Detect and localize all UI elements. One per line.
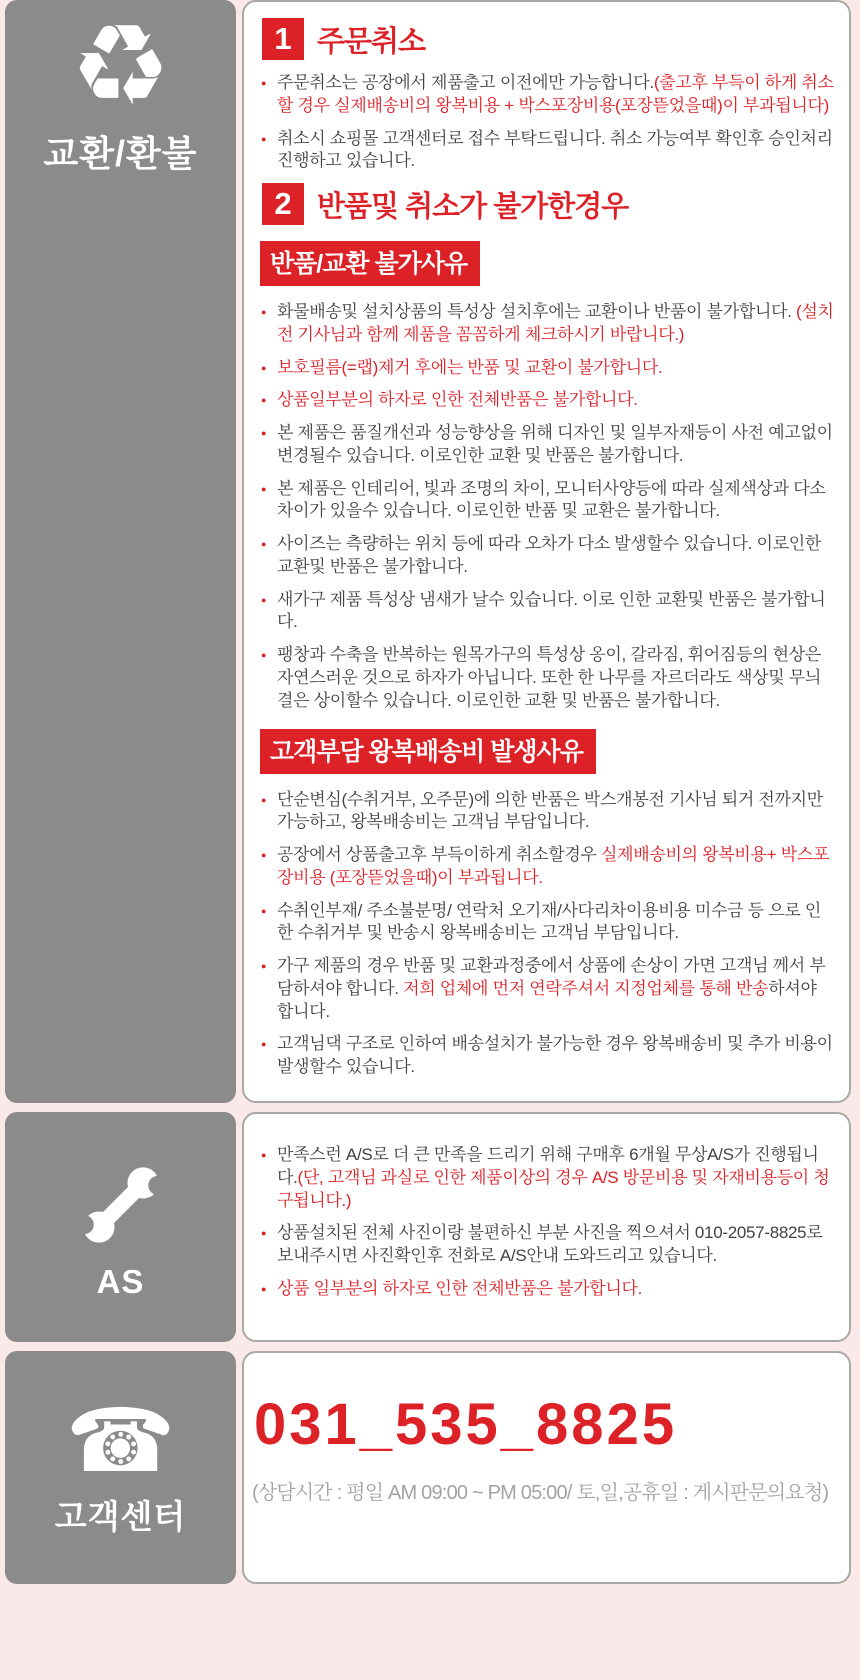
bullet-text-segment: 화물배송및 설치상품의 특성상 설치후에는 교환이나 반품이 불가합니다. (277, 302, 797, 322)
heading-number-badge: 2 (262, 183, 304, 225)
bullet-text-segment: 사이즈는 측량하는 위치 등에 따라 오차가 다소 발생할수 있습니다. 이로인한 교환및 반품은 불가합니다. (277, 534, 822, 576)
bullet-item (260, 844, 837, 890)
bullet-item (260, 357, 837, 380)
customer-center-side-panel (5, 1351, 236, 1584)
bullet-text-segment: 수취인부재/ 주소불분명/ 연락처 오기재/사다리차이용비용 미수금 등 으로 인한 수취거부 및 반송시 왕복배송비는 고객님 부담입니다. (277, 900, 822, 943)
bullet-text-segment: 상품설치된 전체 사진이랑 불편하신 부분 사진을 찍으셔서 010-2057-8825로 보내주시면 사진확인후 전화로 A/S안내 도와드리고 있습니다. (277, 1223, 823, 1266)
bullet-text-segment: 상품일부분의 하자로 인한 전체반품은 불가합니다. (277, 390, 638, 410)
bullet-text-segment: 가구 제품의 경우 반품 및 교환과정중에서 상품에 손상이 가면 고객님 께서 부담하셔야 합니다. (277, 956, 826, 998)
bullet-item (260, 589, 837, 635)
exchange-refund-content-panel (242, 0, 851, 1103)
subsection-label-bar: 반품/교환 불가사유 (260, 241, 480, 286)
bullet-item (260, 900, 837, 946)
customer-center-phone-number: 031_535_8825 (254, 1392, 678, 1457)
section-heading (262, 18, 837, 60)
bullet-text-segment: 팽창과 수축을 반복하는 원목가구의 특성상 옹이, 갈라짐, 휘어짐등의 현상은 자연스러운 것으로 하자가 아닙니다. 또한 한 나무를 자르더라도 색상및 무늬결은 상이할수 있습니다. 이로인한 교환 및 반품은 불가합니다. (277, 645, 822, 710)
bullet-item (260, 789, 837, 835)
as-section (5, 1112, 851, 1342)
wrench-icon (69, 1153, 173, 1257)
bullet-item (260, 1033, 837, 1079)
as-label: AS (96, 1263, 145, 1300)
bullet-text-segment: (단, 고객님 과실로 인한 제품이상의 경우 A/S 방문비용 및 자재비용등이 청구됩니다.) (277, 1167, 830, 1210)
bullet-text-segment: (설치전 기사님과 함께 제품을 꼼꼼하게 체크하시기 바랍니다.) (277, 302, 834, 344)
exchange-refund-side-panel (5, 0, 236, 1103)
exchange-refund-section (5, 0, 851, 1103)
bullet-item (260, 533, 837, 579)
bullet-text-segment: 고객님댁 구조로 인하여 배송설치가 불가능한 경우 왕복배송비 및 추가 비용이 발생할수 있습니다. (277, 1034, 833, 1077)
as-side-panel (5, 1112, 236, 1342)
bullet-text-segment: 새가구 제품 특성상 냄새가 날수 있습니다. 이로 인한 교환및 반품은 불가합니다. (277, 589, 826, 632)
bullet-item (260, 644, 837, 712)
bullet-item (260, 478, 837, 524)
bullet-item (260, 72, 837, 118)
bullet-item (260, 128, 837, 174)
bullet-text-segment: 공장에서 상품출고후 부득이하게 취소할경우 (277, 845, 602, 865)
bullet-text-segment: (출고후 부득이 하게 취소할 경우 실제배송비의 왕복비용 + 박스포장비용(포장뜯었을때)이 부과됩니다) (277, 73, 834, 115)
subsection-label-bar: 고객부담 왕복배송비 발생사유 (260, 729, 596, 774)
bullet-text-segment: 보호필름(=랩)제거 후에는 반품 및 교환이 불가합니다. (277, 357, 663, 377)
heading-number-badge: 1 (262, 18, 304, 60)
bullet-text-segment: 주문취소는 공장에서 제품출고 이전에만 가능합니다. (277, 73, 654, 92)
bullet-item (260, 955, 837, 1023)
bullet-text-segment: 취소시 쇼핑몰 고객센터로 접수 부탁드립니다. 취소 가능여부 확인후 승인처리 진행하고 있습니다. (277, 128, 833, 171)
customer-center-hours-note: (상담시간 : 평일 AM 09:00 ~ PM 05:00/ 토,일,공휴일 : 게시판문의요청) (252, 1482, 829, 1504)
bullet-text-segment: 본 제품은 인테리어, 빛과 조명의 차이, 모니터사양등에 따라 실제색상과 다소 차이가 있을수 있습니다. 이로인한 반품 및 교환은 불가합니다. (277, 478, 826, 521)
bullet-text-segment: 단순변심(수취거부, 오주문)에 의한 반품은 박스개봉전 기사님 퇴거 전까지만 가능하고, 왕복배송비는 고객님 부담입니다. (277, 789, 823, 832)
bullet-item (260, 301, 837, 347)
bullet-text-segment: 저희 업체에 먼저 연락주셔서 지정업체를 통해 반송 (403, 978, 769, 998)
phone-icon: ☎ (65, 1391, 176, 1490)
bullet-item (260, 1144, 837, 1212)
recycle-icon: ♻ (70, 3, 171, 128)
customer-center-section (5, 1351, 851, 1584)
bullet-text-segment: 상품 일부분의 하자로 인한 전체반품은 불가합니다. (277, 1278, 643, 1298)
bullet-text-segment: 본 제품은 품질개선과 성능향상을 위해 디자인 및 일부자재등이 사전 예고없이 변경될수 있습니다. 이로인한 교환 및 반품은 불가합니다. (277, 423, 833, 465)
bullet-text-segment: 실제배송비의 왕복비용+ 박스포장비용 (포장뜯었을때)이 부과됩니다. (277, 845, 830, 887)
bullet-item (260, 1222, 837, 1268)
heading-title: 반품및 취소가 불가한경우 (317, 190, 629, 223)
customer-center-content-panel (242, 1351, 851, 1584)
bullet-item (260, 422, 837, 468)
exchange-refund-label: 교환/환불 (43, 133, 198, 174)
bullet-text-segment: 만족스런 A/S로 더 큰 만족을 드리기 위해 구매후 6개월 무상A/S가 진행됩니다. (277, 1145, 819, 1187)
bullet-text-segment: 하셔야 합니다. (277, 978, 817, 1021)
bullet-item (260, 389, 837, 412)
section-heading (262, 183, 837, 225)
as-content-panel (242, 1112, 851, 1342)
heading-title: 주문취소 (317, 25, 426, 58)
customer-center-label: 고객센터 (54, 1498, 187, 1535)
bullet-item (260, 1278, 837, 1301)
